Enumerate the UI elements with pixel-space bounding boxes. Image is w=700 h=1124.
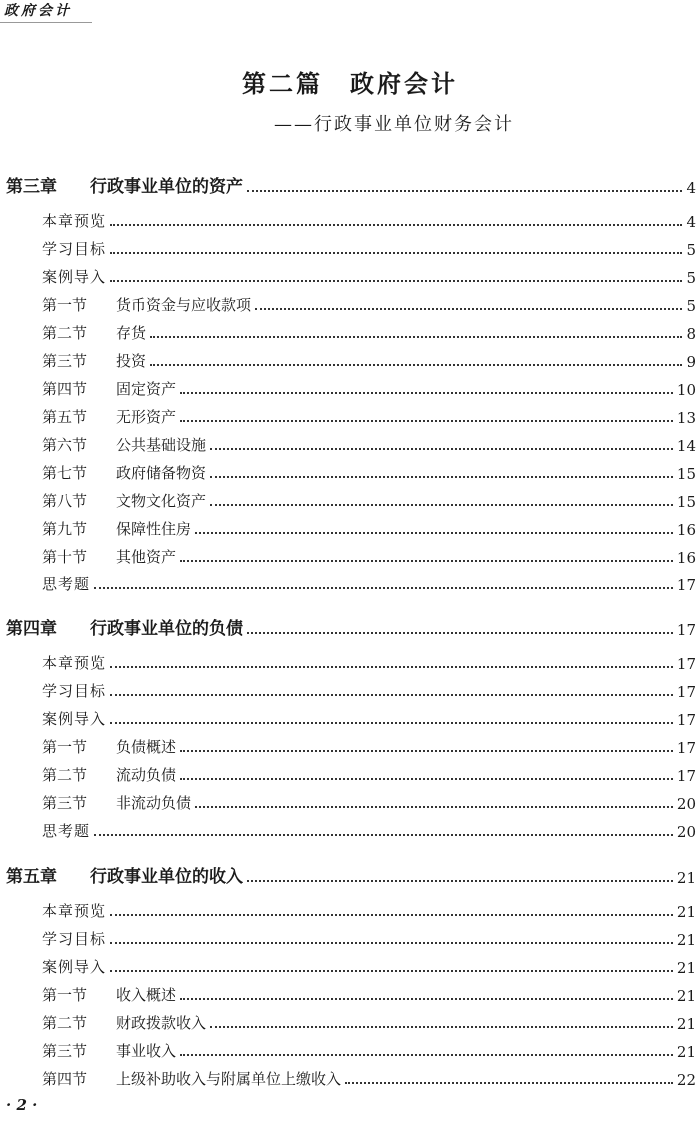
section-number: 第三节 <box>42 352 88 370</box>
section-number: 第八节 <box>42 492 88 510</box>
page-number: 20 <box>676 823 696 841</box>
dot-leader <box>210 504 673 506</box>
page-number: 4 <box>686 213 696 231</box>
toc-section-entry <box>42 434 696 455</box>
entry-title: 思考题 <box>42 575 91 593</box>
dot-leader <box>110 722 673 724</box>
chapter-number: 第三章 <box>6 177 57 197</box>
section-number: 第三节 <box>42 1042 88 1060</box>
dot-leader <box>180 392 673 394</box>
section-number: 第一节 <box>42 986 88 1004</box>
entry-title: 投资 <box>116 352 147 370</box>
entry-title: 存货 <box>116 324 147 342</box>
entry-title: 事业收入 <box>116 1042 177 1060</box>
part-subtitle: ——行政事业单位财务会计 <box>274 114 514 135</box>
dot-leader <box>110 914 673 916</box>
page-number: 20 <box>676 795 696 813</box>
toc-item-entry <box>42 708 696 729</box>
entry-title: 负债概述 <box>116 738 177 756</box>
section-number: 第九节 <box>42 520 88 538</box>
entry-title: 案例导入 <box>42 710 107 728</box>
page-number: 5 <box>686 241 696 259</box>
toc-item-entry <box>42 900 696 921</box>
page-number: 16 <box>676 549 696 567</box>
dot-leader <box>247 632 673 634</box>
entry-title: 上级补助收入与附属单位上缴收入 <box>116 1070 342 1088</box>
section-number: 第四节 <box>42 1070 88 1088</box>
toc-chapter-entry <box>6 614 696 639</box>
page-number: 21 <box>676 931 696 949</box>
chapter-number: 第五章 <box>6 867 57 887</box>
page-number: 21 <box>676 1015 696 1033</box>
toc-section-entry <box>42 764 696 785</box>
dot-leader <box>110 252 682 254</box>
page-number: 15 <box>676 465 696 483</box>
dot-leader <box>110 970 673 972</box>
toc-section-entry <box>42 322 696 343</box>
toc-section-entry <box>42 350 696 371</box>
dot-leader <box>247 190 682 192</box>
toc-section-entry <box>42 1012 696 1033</box>
entry-title: 公共基础设施 <box>116 436 207 454</box>
toc-section-entry <box>42 736 696 757</box>
running-head: 政府会计 <box>4 3 72 19</box>
dot-leader <box>110 666 673 668</box>
toc-section-entry <box>42 792 696 813</box>
dot-leader <box>247 880 673 882</box>
page-number: 17 <box>676 655 696 673</box>
toc-item-entry <box>42 820 696 841</box>
entry-title: 学习目标 <box>42 682 107 700</box>
toc-item-entry <box>42 238 696 259</box>
page-number: 9 <box>686 353 696 371</box>
entry-title: 学习目标 <box>42 240 107 258</box>
entry-title: 思考题 <box>42 822 91 840</box>
entry-title: 其他资产 <box>116 548 177 566</box>
page-number: 10 <box>676 381 696 399</box>
toc-chapter-entry <box>6 172 696 197</box>
page-number: 5 <box>686 269 696 287</box>
entry-title: 本章预览 <box>42 654 107 672</box>
toc-section-entry <box>42 406 696 427</box>
section-number: 第六节 <box>42 436 88 454</box>
section-number: 第二节 <box>42 324 88 342</box>
entry-title: 流动负债 <box>116 766 177 784</box>
entry-title: 学习目标 <box>42 930 107 948</box>
dot-leader <box>180 420 673 422</box>
dot-leader <box>180 778 673 780</box>
part-title: 第二篇 政府会计 <box>242 69 458 98</box>
page-number: 16 <box>676 521 696 539</box>
dot-leader <box>110 942 673 944</box>
dot-leader <box>210 1026 673 1028</box>
page-number: 17 <box>676 739 696 757</box>
dot-leader <box>195 806 673 808</box>
section-number: 第三节 <box>42 794 88 812</box>
dot-leader <box>110 280 682 282</box>
entry-title: 案例导入 <box>42 958 107 976</box>
toc-section-entry <box>42 546 696 567</box>
dot-leader <box>94 587 673 589</box>
entry-title: 非流动负债 <box>116 794 192 812</box>
entry-title: 财政拨款收入 <box>116 1014 207 1032</box>
entry-title: 无形资产 <box>116 408 177 426</box>
dot-leader <box>345 1082 673 1084</box>
page-number: 21 <box>676 903 696 921</box>
entry-title: 货币资金与应收款项 <box>116 296 252 314</box>
page-number: 13 <box>676 409 696 427</box>
page-number: 17 <box>676 683 696 701</box>
toc-section-entry <box>42 1040 696 1061</box>
dot-leader <box>210 448 673 450</box>
toc-item-entry <box>42 210 696 231</box>
section-number: 第五节 <box>42 408 88 426</box>
section-number: 第一节 <box>42 296 88 314</box>
toc-section-entry <box>42 294 696 315</box>
dot-leader <box>195 532 673 534</box>
entry-title: 文物文化资产 <box>116 492 207 510</box>
page-number: 17 <box>676 711 696 729</box>
dot-leader <box>110 694 673 696</box>
toc-chapter-entry <box>6 862 696 887</box>
toc-section-entry <box>42 490 696 511</box>
entry-title: 保障性住房 <box>116 520 192 538</box>
section-number: 第十节 <box>42 548 88 566</box>
chapter-number: 第四章 <box>6 619 57 639</box>
dot-leader <box>255 308 682 310</box>
page-number: 22 <box>676 1071 696 1089</box>
toc-section-entry <box>42 1068 696 1089</box>
chapter-title: 行政事业单位的收入 <box>90 867 243 887</box>
page-number: 4 <box>686 179 696 197</box>
page-number: 21 <box>676 1043 696 1061</box>
toc-item-entry <box>42 928 696 949</box>
page-number: 8 <box>686 325 696 343</box>
page-number: 17 <box>676 767 696 785</box>
toc-item-entry <box>42 266 696 287</box>
page-number: 14 <box>676 437 696 455</box>
toc-item-entry <box>42 652 696 673</box>
dot-leader <box>180 1054 673 1056</box>
page-number: 21 <box>676 987 696 1005</box>
dot-leader <box>180 750 673 752</box>
page-number: 21 <box>676 959 696 977</box>
chapter-title: 行政事业单位的负债 <box>90 619 243 639</box>
running-head-rule <box>0 22 92 23</box>
dot-leader <box>180 998 673 1000</box>
entry-title: 本章预览 <box>42 212 107 230</box>
toc-section-entry <box>42 984 696 1005</box>
entry-title: 案例导入 <box>42 268 107 286</box>
page-number: 5 <box>686 297 696 315</box>
page-number: 21 <box>676 869 696 887</box>
toc-section-entry <box>42 462 696 483</box>
page-number: 17 <box>676 621 696 639</box>
toc-section-entry <box>42 378 696 399</box>
dot-leader <box>110 224 682 226</box>
entry-title: 政府储备物资 <box>116 464 207 482</box>
toc-section-entry <box>42 518 696 539</box>
section-number: 第二节 <box>42 766 88 784</box>
section-number: 第二节 <box>42 1014 88 1032</box>
entry-title: 本章预览 <box>42 902 107 920</box>
page-folio: · 2 · <box>6 1096 38 1114</box>
toc-item-entry <box>42 573 696 594</box>
page-number: 15 <box>676 493 696 511</box>
toc-item-entry <box>42 680 696 701</box>
dot-leader <box>150 336 682 338</box>
page-number: 17 <box>676 576 696 594</box>
entry-title: 收入概述 <box>116 986 177 1004</box>
entry-title: 固定资产 <box>116 380 177 398</box>
section-number: 第七节 <box>42 464 88 482</box>
dot-leader <box>180 560 673 562</box>
dot-leader <box>210 476 673 478</box>
toc-item-entry <box>42 956 696 977</box>
chapter-title: 行政事业单位的资产 <box>90 177 243 197</box>
section-number: 第一节 <box>42 738 88 756</box>
dot-leader <box>150 364 682 366</box>
section-number: 第四节 <box>42 380 88 398</box>
dot-leader <box>94 834 673 836</box>
